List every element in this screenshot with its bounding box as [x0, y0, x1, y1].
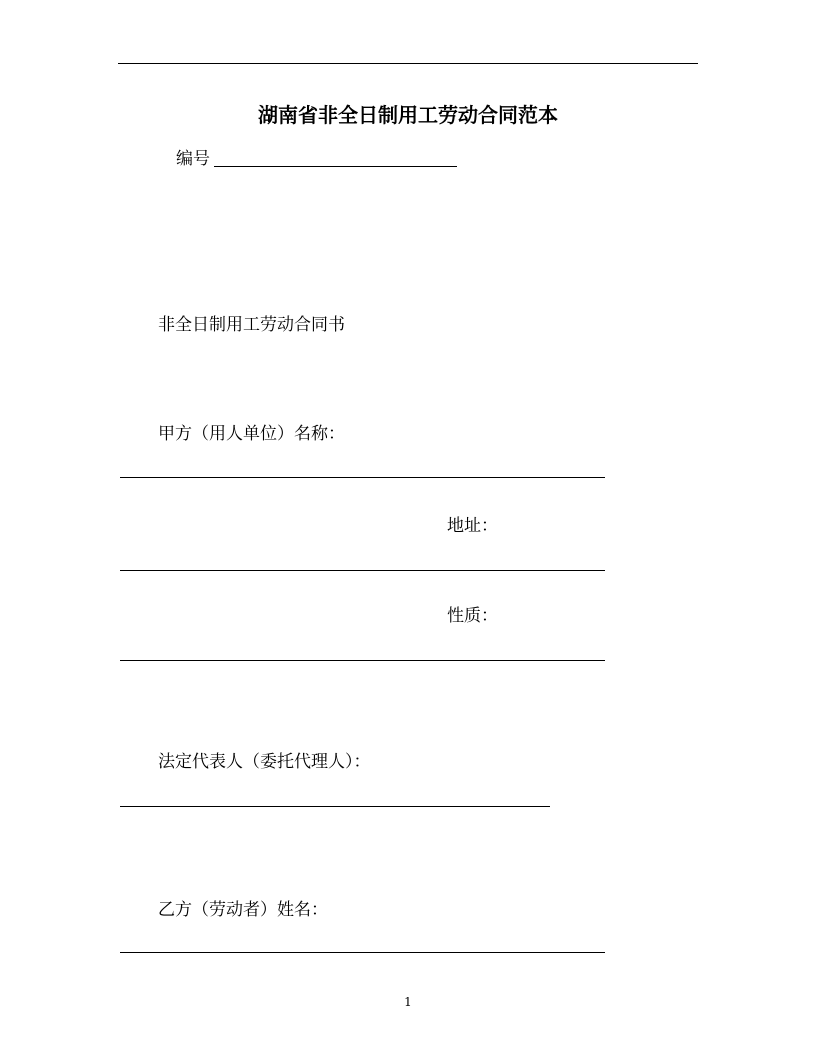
legal-rep-blank-line[interactable]	[120, 806, 550, 807]
document-title: 湖南省非全日制用工劳动合同范本	[258, 103, 558, 127]
page-number: 1	[404, 995, 412, 1009]
party-a-name-blank-line[interactable]	[120, 477, 605, 478]
contract-heading: 非全日制用工劳动合同书	[158, 315, 345, 335]
serial-blank-line[interactable]	[214, 166, 457, 167]
nature-label: 性质：	[447, 606, 498, 626]
address-blank-line[interactable]	[120, 570, 605, 571]
address-label: 地址：	[447, 516, 498, 536]
party-b-name-label: 乙方（劳动者）姓名：	[158, 900, 328, 920]
header-rule	[118, 63, 698, 64]
party-b-name-blank-line[interactable]	[120, 952, 605, 953]
legal-rep-label: 法定代表人（委托代理人）：	[158, 752, 371, 772]
nature-blank-line[interactable]	[120, 660, 605, 661]
serial-label: 编号	[176, 149, 210, 169]
party-a-name-label: 甲方（用人单位）名称：	[158, 424, 345, 444]
